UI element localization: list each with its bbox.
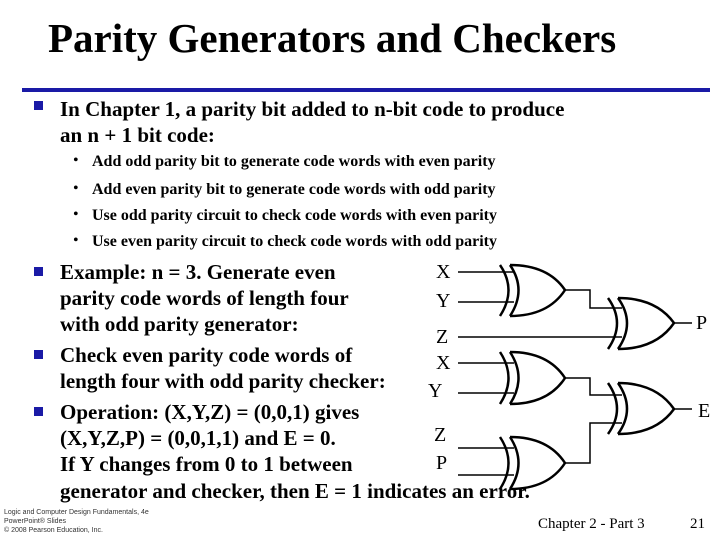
gen-input-y-label: Y <box>436 290 451 312</box>
credit-line-3: © 2008 Pearson Education, Inc. <box>4 527 103 534</box>
operation-line-2: (X,Y,Z,P) = (0,0,1,1) and E = 0. <box>60 426 336 450</box>
credit-line-2: PowerPoint® Slides <box>4 518 66 525</box>
dot-bullet-icon: • <box>73 206 79 223</box>
dot-bullet-icon: • <box>73 232 79 249</box>
sub-bullet-2: Add even parity bit to generate code words with odd parity <box>92 181 496 198</box>
chapter-label: Chapter 2 - Part 3 <box>538 516 645 532</box>
operation-line-3: If Y changes from 0 to 1 between <box>60 452 353 476</box>
page-number: 21 <box>690 516 705 532</box>
chk-input-p-label: P <box>436 452 448 474</box>
example-line-1: Example: n = 3. Generate even <box>60 260 336 284</box>
xor-gate-3 <box>500 352 565 404</box>
circuit-wires <box>458 272 692 475</box>
chk-input-z-label: Z <box>434 424 447 446</box>
gen-input-x-label: X <box>436 261 451 283</box>
chk-input-y-label: Y <box>428 380 443 402</box>
check-line-1: Check even parity code words of <box>60 343 353 367</box>
example-line-3: with odd parity generator: <box>60 312 299 336</box>
sub-bullet-3: Use odd parity circuit to check code words with even parity <box>92 207 497 224</box>
intro-line-2: an n + 1 bit code: <box>60 123 215 147</box>
slide-title: Parity Generators and Checkers <box>48 15 617 61</box>
sub-bullet-4: Use even parity circuit to check code words with odd parity <box>92 233 497 250</box>
xor-gate-4 <box>500 437 565 489</box>
intro-line-1: In Chapter 1, a parity bit added to n-bit code to produce <box>60 97 565 121</box>
chk-output-e-label: E <box>698 400 711 422</box>
gen-output-p-label: P <box>696 312 708 334</box>
publisher-credit <box>4 508 149 535</box>
check-line-2: length four with odd parity checker: <box>60 369 386 393</box>
example-line-2: parity code words of length four <box>60 286 349 310</box>
gen-input-z-label: Z <box>436 326 449 348</box>
xor-gate-2 <box>608 298 674 349</box>
chk-input-x-label: X <box>436 352 451 374</box>
operation-line-1: Operation: (X,Y,Z) = (0,0,1) gives <box>60 400 360 424</box>
sub-bullet-1: Add odd parity bit to generate code words with even parity <box>92 153 496 170</box>
credit-line-1: Logic and Computer Design Fundamentals, 4e <box>4 509 149 516</box>
operation-line-4: generator and checker, then E = 1 indicates an error. <box>60 479 530 503</box>
dot-bullet-icon: • <box>73 152 79 169</box>
xor-gate-5 <box>608 383 674 434</box>
dot-bullet-icon: • <box>73 180 79 197</box>
